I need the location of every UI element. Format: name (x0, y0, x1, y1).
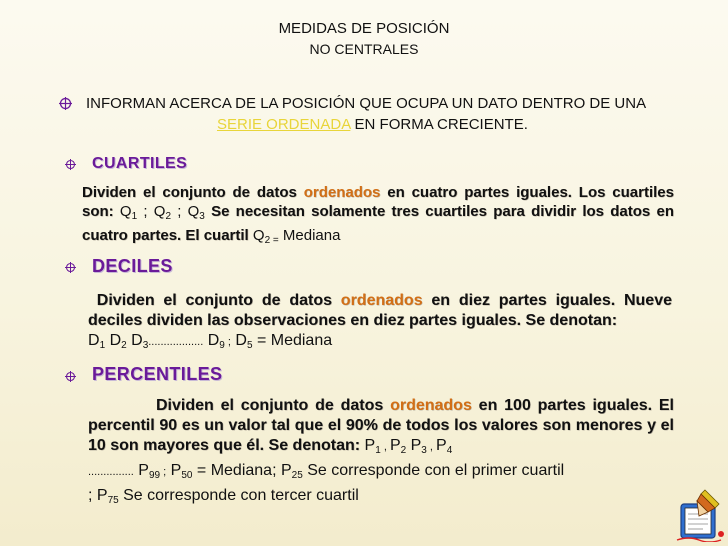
target-bullet-icon (65, 159, 76, 170)
intro-line-2: EN FORMA CRECIENTE. (354, 116, 528, 133)
intro-line-1: INFORMAN ACERCA DE LA POSICIÓN QUE OCUPA UN DATO DENTRO DE UNA (86, 95, 647, 112)
heading-deciles: DECILES (92, 256, 173, 276)
intro-text (86, 93, 686, 135)
notebook-pencil-icon (675, 486, 725, 542)
slide-title: MEDIDAS DE POSICIÓN (278, 20, 450, 37)
target-bullet-icon (59, 97, 72, 110)
cuartiles-paragraph: Dividen el conjunto de datos ordenados en cuatro partes iguales. Los cuartiles son: $Q_1$ ; $Q_2$ ; $Q_3$ Se necesitan solamente tres cuartiles para dividir los datos en cuatro partes. El cuartil $Q_{2 =}$ Mediana (82, 184, 674, 246)
target-bullet-icon (65, 371, 76, 382)
heading-cuartiles: CUARTILES (92, 155, 188, 172)
slide-subtitle: NO CENTRALES (309, 41, 419, 57)
percentiles-paragraph: Dividen el conjunto de datos ordenados en 100 partes iguales. El percentil 90 es un valor tal que el 90% de todos los valores son menores y el 10 son mayores que él. Se denotan: $P_1$ , $P_2$ $P_3$ , $P_4$ ............... $P_{99}$ ; $P_{50}$ = Mediana; $P_{25}$ Se corresponde con el primer cuartil ; $P_{75}$ Se corresponde con tercer cuartil (88, 397, 674, 506)
deciles-paragraph: Dividen el conjunto de datos ordenados en diez partes iguales. Nueve deciles dividen las observaciones en diez partes iguales. Se denotan: $D_1$ $D_2$ $D_3$.................. $D_9$ ; $D_5$ = Mediana (88, 292, 672, 351)
heading-percentiles: PERCENTILES (92, 364, 223, 384)
highlight-serie-ordenada: SERIE ORDENADA (217, 116, 351, 133)
target-bullet-icon (65, 262, 76, 273)
